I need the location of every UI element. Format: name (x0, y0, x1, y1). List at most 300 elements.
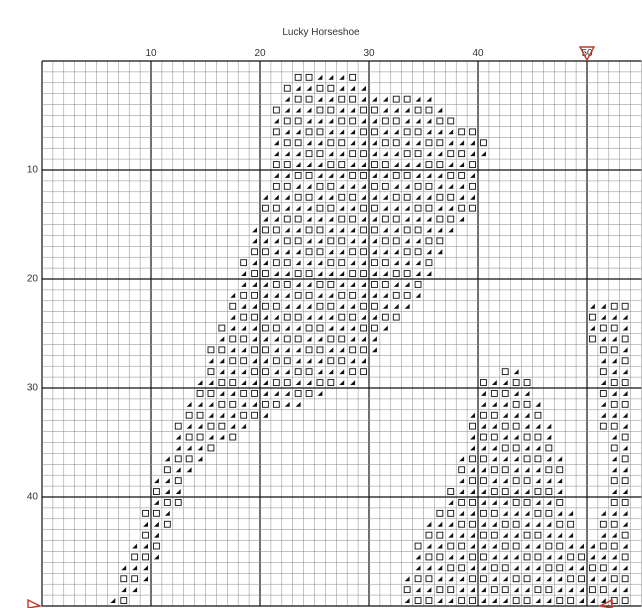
open-square-symbol (252, 314, 258, 320)
half-triangle-symbol (307, 162, 312, 167)
open-square-symbol (361, 347, 367, 353)
half-triangle-symbol (328, 97, 333, 102)
half-triangle-symbol (263, 195, 268, 200)
half-triangle-symbol (601, 337, 606, 342)
half-triangle-symbol (383, 151, 388, 156)
half-triangle-symbol (296, 380, 301, 385)
half-triangle-symbol (536, 576, 541, 581)
open-square-symbol (328, 303, 334, 309)
half-triangle-symbol (307, 86, 312, 91)
half-triangle-symbol (623, 489, 628, 494)
half-triangle-symbol (285, 369, 290, 374)
half-triangle-symbol (437, 544, 442, 549)
open-square-symbol (339, 238, 345, 244)
open-square-symbol (263, 205, 269, 211)
half-triangle-symbol (514, 369, 519, 374)
open-square-symbol (524, 456, 530, 462)
open-square-symbol (284, 380, 290, 386)
open-square-symbol (306, 96, 312, 102)
open-square-symbol (393, 216, 399, 222)
half-triangle-symbol (372, 119, 377, 124)
open-square-symbol (502, 521, 508, 527)
half-triangle-symbol (252, 304, 257, 309)
half-triangle-symbol (470, 587, 475, 592)
open-square-symbol (393, 194, 399, 200)
open-square-symbol (622, 380, 628, 386)
open-square-symbol (339, 118, 345, 124)
half-triangle-symbol (568, 511, 573, 516)
half-triangle-symbol (437, 206, 442, 211)
half-triangle-symbol (557, 533, 562, 538)
half-triangle-symbol (285, 249, 290, 254)
open-square-symbol (437, 118, 443, 124)
half-triangle-symbol (546, 500, 551, 505)
half-triangle-symbol (383, 304, 388, 309)
half-triangle-symbol (481, 500, 486, 505)
open-square-symbol (448, 194, 454, 200)
open-square-symbol (459, 467, 465, 473)
open-square-symbol (306, 292, 312, 298)
half-triangle-symbol (416, 293, 421, 298)
row-label: 10 (26, 164, 38, 176)
open-square-symbol (404, 292, 410, 298)
half-triangle-symbol (361, 238, 366, 243)
half-triangle-symbol (448, 206, 453, 211)
open-square-symbol (524, 532, 530, 538)
half-triangle-symbol (579, 598, 584, 603)
open-square-symbol (132, 576, 138, 582)
open-square-symbol (295, 271, 301, 277)
open-square-symbol (502, 391, 508, 397)
open-square-symbol (164, 467, 170, 473)
half-triangle-symbol (437, 151, 442, 156)
half-triangle-symbol (590, 555, 595, 560)
half-triangle-symbol (405, 598, 410, 603)
half-triangle-symbol (121, 565, 126, 570)
open-square-symbol (535, 510, 541, 516)
half-triangle-symbol (459, 478, 464, 483)
half-triangle-symbol (568, 587, 573, 592)
half-triangle-symbol (274, 238, 279, 243)
open-square-symbol (622, 456, 628, 462)
open-square-symbol (535, 587, 541, 593)
half-triangle-symbol (263, 260, 268, 265)
half-triangle-symbol (536, 478, 541, 483)
half-triangle-symbol (470, 565, 475, 570)
open-square-symbol (350, 194, 356, 200)
row-label: 40 (26, 491, 38, 503)
half-triangle-symbol (318, 217, 323, 222)
half-triangle-symbol (307, 315, 312, 320)
half-triangle-symbol (427, 544, 432, 549)
open-square-symbol (263, 227, 269, 233)
half-triangle-symbol (405, 282, 410, 287)
open-square-symbol (284, 118, 290, 124)
open-square-symbol (448, 151, 454, 157)
open-square-symbol (568, 554, 574, 560)
half-triangle-symbol (372, 249, 377, 254)
half-triangle-symbol (372, 140, 377, 145)
half-triangle-symbol (579, 544, 584, 549)
half-triangle-symbol (416, 238, 421, 243)
open-square-symbol (350, 96, 356, 102)
half-triangle-symbol (481, 391, 486, 396)
open-square-symbol (339, 314, 345, 320)
half-triangle-symbol (263, 217, 268, 222)
open-square-symbol (426, 576, 432, 582)
open-square-symbol (470, 183, 476, 189)
half-triangle-symbol (579, 565, 584, 570)
open-square-symbol (415, 227, 421, 233)
half-triangle-symbol (481, 522, 486, 527)
half-triangle-symbol (437, 522, 442, 527)
half-triangle-symbol (296, 151, 301, 156)
open-square-symbol (426, 238, 432, 244)
open-square-symbol (437, 587, 443, 593)
open-square-symbol (491, 532, 497, 538)
open-square-symbol (600, 369, 606, 375)
open-square-symbol (546, 543, 552, 549)
open-square-symbol (284, 282, 290, 288)
open-square-symbol (197, 391, 203, 397)
half-triangle-symbol (394, 282, 399, 287)
half-triangle-symbol (328, 271, 333, 276)
open-square-symbol (208, 445, 214, 451)
half-triangle-symbol (481, 467, 486, 472)
open-square-symbol (437, 216, 443, 222)
open-square-symbol (579, 576, 585, 582)
open-square-symbol (513, 380, 519, 386)
half-triangle-symbol (601, 315, 606, 320)
open-square-symbol (306, 249, 312, 255)
open-square-symbol (361, 205, 367, 211)
half-triangle-symbol (601, 380, 606, 385)
half-triangle-symbol (525, 565, 530, 570)
half-triangle-symbol (383, 326, 388, 331)
open-square-symbol (579, 554, 585, 560)
half-triangle-symbol (318, 391, 323, 396)
half-triangle-symbol (612, 489, 617, 494)
open-square-symbol (328, 107, 334, 113)
open-square-symbol (273, 358, 279, 364)
half-triangle-symbol (274, 347, 279, 352)
half-triangle-symbol (623, 511, 628, 516)
open-square-symbol (252, 391, 258, 397)
half-triangle-symbol (623, 326, 628, 331)
half-triangle-symbol (536, 500, 541, 505)
half-triangle-symbol (514, 511, 519, 516)
half-triangle-symbol (525, 511, 530, 516)
open-square-symbol (568, 521, 574, 527)
half-triangle-symbol (285, 151, 290, 156)
half-triangle-symbol (612, 587, 617, 592)
open-square-symbol (317, 183, 323, 189)
open-square-symbol (230, 434, 236, 440)
half-triangle-symbol (416, 173, 421, 178)
half-triangle-symbol (514, 555, 519, 560)
half-triangle-symbol (318, 173, 323, 178)
open-square-symbol (513, 543, 519, 549)
half-triangle-symbol (394, 151, 399, 156)
half-triangle-symbol (328, 217, 333, 222)
half-triangle-symbol (307, 217, 312, 222)
open-square-symbol (295, 336, 301, 342)
half-triangle-symbol (165, 456, 170, 461)
half-triangle-symbol (405, 217, 410, 222)
open-square-symbol (273, 401, 279, 407)
open-square-symbol (317, 151, 323, 157)
half-triangle-symbol (448, 576, 453, 581)
open-square-symbol (557, 565, 563, 571)
half-triangle-symbol (525, 391, 530, 396)
half-triangle-symbol (470, 435, 475, 440)
open-square-symbol (382, 118, 388, 124)
open-square-symbol (284, 216, 290, 222)
half-triangle-symbol (285, 228, 290, 233)
open-square-symbol (317, 107, 323, 113)
open-square-symbol (535, 456, 541, 462)
open-square-symbol (197, 412, 203, 418)
half-triangle-symbol (503, 380, 508, 385)
open-square-symbol (339, 336, 345, 342)
half-triangle-symbol (339, 369, 344, 374)
half-triangle-symbol (383, 173, 388, 178)
half-triangle-symbol (176, 489, 181, 494)
half-triangle-symbol (296, 326, 301, 331)
half-triangle-symbol (241, 347, 246, 352)
half-triangle-symbol (579, 587, 584, 592)
open-square-symbol (459, 500, 465, 506)
open-square-symbol (372, 260, 378, 266)
half-triangle-symbol (318, 315, 323, 320)
open-square-symbol (350, 151, 356, 157)
half-triangle-symbol (383, 108, 388, 113)
half-triangle-symbol (230, 293, 235, 298)
open-square-symbol (437, 510, 443, 516)
half-triangle-symbol (350, 129, 355, 134)
open-square-symbol (502, 467, 508, 473)
half-triangle-symbol (263, 282, 268, 287)
open-square-symbol (611, 521, 617, 527)
half-triangle-symbol (612, 358, 617, 363)
half-triangle-symbol (209, 413, 214, 418)
open-square-symbol (524, 576, 530, 582)
open-square-symbol (524, 598, 530, 604)
half-triangle-symbol (307, 206, 312, 211)
half-triangle-symbol (448, 533, 453, 538)
half-triangle-symbol (492, 380, 497, 385)
open-square-symbol (273, 107, 279, 113)
open-square-symbol (175, 500, 181, 506)
half-triangle-symbol (318, 293, 323, 298)
open-square-symbol (295, 173, 301, 179)
open-square-symbol (470, 554, 476, 560)
half-triangle-symbol (590, 544, 595, 549)
open-square-symbol (491, 412, 497, 418)
open-square-symbol (295, 140, 301, 146)
open-square-symbol (317, 205, 323, 211)
half-triangle-symbol (350, 260, 355, 265)
open-square-symbol (437, 162, 443, 168)
open-square-symbol (491, 467, 497, 473)
open-square-symbol (230, 336, 236, 342)
open-square-symbol (273, 325, 279, 331)
half-triangle-symbol (263, 315, 268, 320)
half-triangle-symbol (612, 337, 617, 342)
open-square-symbol (350, 347, 356, 353)
open-square-symbol (317, 347, 323, 353)
half-triangle-symbol (372, 337, 377, 342)
open-square-symbol (393, 292, 399, 298)
open-square-symbol (219, 325, 225, 331)
half-triangle-symbol (427, 522, 432, 527)
open-square-symbol (448, 173, 454, 179)
open-square-symbol (481, 380, 487, 386)
half-triangle-symbol (503, 576, 508, 581)
half-triangle-symbol (536, 402, 541, 407)
half-triangle-symbol (416, 217, 421, 222)
half-triangle-symbol (372, 173, 377, 178)
open-square-symbol (273, 162, 279, 168)
open-square-symbol (284, 85, 290, 91)
half-triangle-symbol (536, 565, 541, 570)
open-square-symbol (426, 554, 432, 560)
half-triangle-symbol (394, 162, 399, 167)
open-square-symbol (241, 260, 247, 266)
half-triangle-symbol (339, 347, 344, 352)
open-square-symbol (273, 205, 279, 211)
open-square-symbol (557, 521, 563, 527)
half-triangle-symbol (339, 151, 344, 156)
half-triangle-symbol (230, 391, 235, 396)
open-square-symbol (284, 238, 290, 244)
half-triangle-symbol (241, 369, 246, 374)
open-square-symbol (491, 510, 497, 516)
center-markers (28, 47, 612, 608)
half-triangle-symbol (612, 467, 617, 472)
half-triangle-symbol (296, 304, 301, 309)
half-triangle-symbol (285, 391, 290, 396)
open-square-symbol (339, 96, 345, 102)
half-triangle-symbol (623, 587, 628, 592)
half-triangle-symbol (416, 195, 421, 200)
open-square-symbol (459, 151, 465, 157)
open-square-symbol (273, 227, 279, 233)
half-triangle-symbol (198, 446, 203, 451)
open-square-symbol (470, 423, 476, 429)
open-square-symbol (295, 292, 301, 298)
half-triangle-symbol (241, 424, 246, 429)
half-triangle-symbol (437, 228, 442, 233)
open-square-symbol (295, 369, 301, 375)
half-triangle-symbol (274, 151, 279, 156)
open-square-symbol (263, 369, 269, 375)
half-triangle-symbol (296, 184, 301, 189)
open-square-symbol (273, 260, 279, 266)
open-square-symbol (437, 140, 443, 146)
open-square-symbol (404, 151, 410, 157)
open-square-symbol (263, 347, 269, 353)
open-square-symbol (393, 173, 399, 179)
open-square-symbol (426, 107, 432, 113)
open-square-symbol (535, 554, 541, 560)
half-triangle-symbol (318, 238, 323, 243)
open-square-symbol (339, 292, 345, 298)
half-triangle-symbol (590, 598, 595, 603)
open-square-symbol (263, 325, 269, 331)
half-triangle-symbol (296, 402, 301, 407)
open-square-symbol (481, 510, 487, 516)
open-square-symbol (470, 478, 476, 484)
half-triangle-symbol (383, 97, 388, 102)
open-square-symbol (219, 380, 225, 386)
half-triangle-symbol (296, 347, 301, 352)
half-triangle-symbol (241, 271, 246, 276)
half-triangle-symbol (339, 326, 344, 331)
half-triangle-symbol (470, 413, 475, 418)
half-triangle-symbol (536, 446, 541, 451)
open-square-symbol (143, 554, 149, 560)
half-triangle-symbol (263, 238, 268, 243)
open-square-symbol (491, 434, 497, 440)
open-square-symbol (481, 412, 487, 418)
open-square-symbol (524, 380, 530, 386)
half-triangle-symbol (492, 500, 497, 505)
half-triangle-symbol (143, 544, 148, 549)
half-triangle-symbol (154, 500, 159, 505)
half-triangle-symbol (416, 555, 421, 560)
open-square-symbol (328, 140, 334, 146)
open-square-symbol (600, 543, 606, 549)
half-triangle-symbol (623, 446, 628, 451)
half-triangle-symbol (525, 489, 530, 494)
open-square-symbol (252, 271, 258, 277)
half-triangle-symbol (361, 184, 366, 189)
half-triangle-symbol (590, 304, 595, 309)
half-triangle-symbol (328, 326, 333, 331)
half-triangle-symbol (252, 337, 257, 342)
open-square-symbol (273, 183, 279, 189)
half-triangle-symbol (492, 576, 497, 581)
half-triangle-symbol (263, 380, 268, 385)
half-triangle-symbol (525, 446, 530, 451)
half-triangle-symbol (198, 424, 203, 429)
open-square-symbol (295, 96, 301, 102)
half-triangle-symbol (176, 467, 181, 472)
half-triangle-symbol (612, 555, 617, 560)
half-triangle-symbol (318, 271, 323, 276)
open-square-symbol (208, 369, 214, 375)
half-triangle-symbol (546, 576, 551, 581)
half-triangle-symbol (568, 544, 573, 549)
open-square-symbol (459, 598, 465, 604)
half-triangle-symbol (459, 195, 464, 200)
half-triangle-symbol (296, 228, 301, 233)
half-triangle-symbol (481, 587, 486, 592)
open-square-symbol (557, 500, 563, 506)
half-triangle-symbol (328, 315, 333, 320)
half-triangle-symbol (285, 347, 290, 352)
half-triangle-symbol (307, 260, 312, 265)
open-square-symbol (306, 391, 312, 397)
open-square-symbol (252, 412, 258, 418)
open-square-symbol (372, 129, 378, 135)
open-square-symbol (382, 140, 388, 146)
open-square-symbol (350, 118, 356, 124)
half-triangle-symbol (361, 97, 366, 102)
half-triangle-symbol (503, 500, 508, 505)
open-square-symbol (317, 380, 323, 386)
